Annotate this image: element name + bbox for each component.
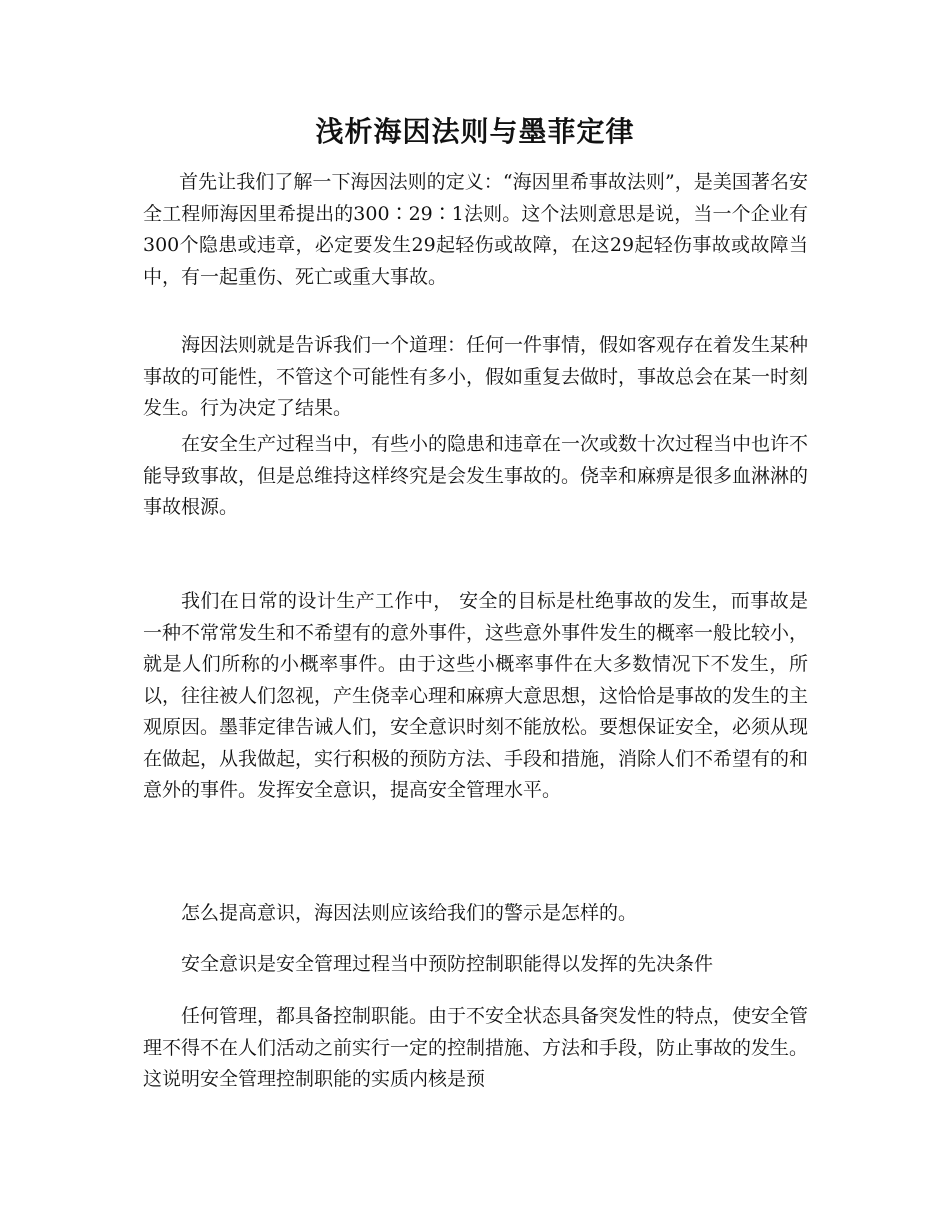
- paragraph-control-function: 任何管理，都具备控制职能。由于不安全状态具备突发性的特点，使安全管理不得不在人们活动之前实行一定的控制措施、方法和手段，防止事故的发生。这说明安全管理控制职能的实质内核是预: [143, 1005, 809, 1090]
- paragraph-awareness-question: 怎么提高意识，海因法则应该给我们的警示是怎样的。: [181, 902, 638, 924]
- document-title: 浅析海因法则与墨菲定律: [315, 115, 635, 148]
- paragraph-heinrich-definition: 首先让我们了解一下海因法则的定义：“海因里希事故法则”，是美国著名安全工程师海因里希提出的300∶29∶1法则。这个法则意思是说，当一个企业有300个隐患或违章，必定要发生29起轻伤或故障，在这29起轻伤事故或故障当中，有一起重伤、死亡或重大事故。: [143, 171, 808, 288]
- paragraph-murphy-law: 我们在日常的设计生产工作中， 安全的目标是杜绝事故的发生，而事故是一种不常常发生和不希望有的意外事件，这些意外事件发生的概率一般比较小，就是人们所称的小概率事件。由于这些小概率事件在大多数情况下不发生，所以，往往被人们忽视，产生侥幸心理和麻痹大意思想，这恰恰是事故的发生的主观原因。墨菲定律告诫人们，安全意识时刻不能放松。要想保证安全，必须从现在做起，从我做起，实行积极的预防方法、手段和措施，消除人们不希望有的和意外的事件。发挥安全意识，提高安全管理水平。: [143, 590, 809, 801]
- paragraph-heinrich-principle: 海因法则就是告诉我们一个道理：任何一件事情，假如客观存在着发生某种事故的可能性，不管这个可能性有多小，假如重复去做时，事故总会在某一时刻发生。行为决定了结果。: [143, 334, 809, 419]
- paragraph-awareness-prerequisite: 安全意识是安全管理过程当中预防控制职能得以发挥的先决条件: [181, 953, 714, 975]
- paragraph-hidden-dangers: 在安全生产过程当中，有些小的隐患和违章在一次或数十次过程当中也许不能导致事故，但是总维持这样终究是会发生事故的。侥幸和麻痹是很多血淋淋的事故根源。: [143, 433, 809, 518]
